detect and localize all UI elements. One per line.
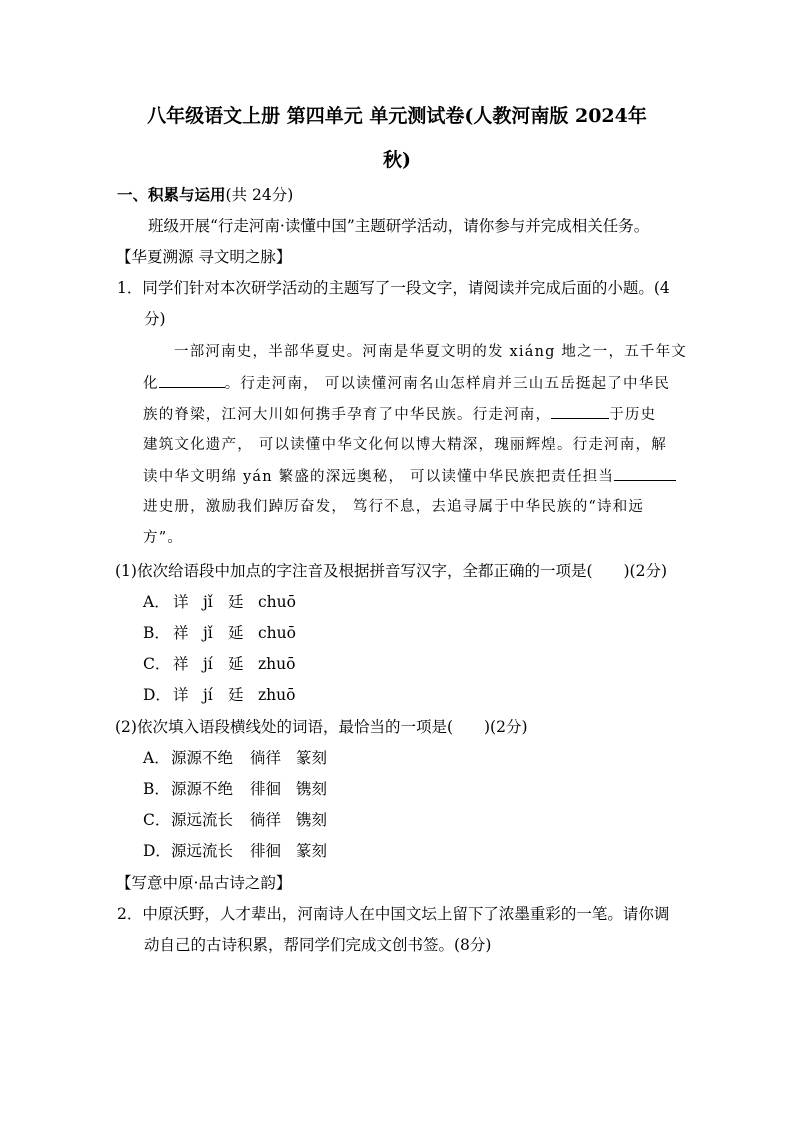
sub2-option-d[interactable]: D．源远流长 徘徊 篆刻: [143, 842, 328, 860]
passage-line-7: 方”。: [143, 530, 184, 546]
fill-blank-3: [614, 466, 676, 481]
sub1-option-b[interactable]: B． 祥 jǐ 延 chuō: [143, 624, 296, 642]
passage-line-5-text: 读中华文明绵 yán 繁盛的深远奥秘， 可以读懂中华民族把责任担当: [143, 469, 615, 485]
question-1-line-1: 1．同学们针对本次研学活动的主题写了一段文字，请阅读并完成后面的小题。(4: [117, 279, 670, 297]
passage-line-4: 建筑文化遗产， 可以读懂中华文化何以博大精深，瑰丽辉煌。行走河南，解: [143, 437, 667, 453]
passage-line-5: [143, 466, 676, 487]
subheading-2: 【写意中原·品古诗之韵】: [116, 874, 292, 892]
subheading-1: 【华夏溯源 寻文明之脉】: [116, 248, 292, 266]
title-line-2: 秋): [383, 149, 411, 171]
sub1-option-a[interactable]: A． 详 jǐ 廷 chuō: [143, 593, 296, 611]
sub2-option-c[interactable]: C．源远流长 徜徉 镌刻: [143, 811, 328, 829]
section-heading-text: 一、积累与运用: [117, 185, 226, 204]
fill-blank-1: [159, 373, 225, 388]
title-line-1: 八年级语文上册 第四单元 单元测试卷(人教河南版 2024年: [147, 105, 647, 127]
question-2-line-2: 动自己的古诗积累，帮同学们完成文创书签。(8分): [144, 936, 492, 954]
question-1-line-2: 分): [144, 310, 166, 328]
passage-line-3-end: 于历史: [609, 407, 657, 423]
sub2-option-a[interactable]: A．源源不绝 徜徉 篆刻: [143, 749, 328, 767]
passage-line-3: [143, 404, 656, 425]
section-score: (共 24分): [225, 186, 294, 204]
page-title: [110, 94, 684, 182]
fill-blank-2: [551, 404, 609, 419]
sub2-option-b[interactable]: B．源源不绝 徘徊 镌刻: [143, 780, 328, 798]
passage-line-3-start: 族的脊梁，江河大川如何携手孕育了中华民族。行走河南，: [143, 407, 552, 423]
passage-line-2-end: 。行走河南， 可以读懂河南名山怎样肩并三山五岳挺起了中华民: [224, 376, 671, 392]
passage-line-2-start: 化: [143, 376, 159, 392]
passage-line-6: 进史册，激励我们踔厉奋发， 笃行不息，去追寻属于中华民族的“诗和远: [143, 499, 645, 515]
question-2-line-1: 2．中原沃野，人才辈出，河南诗人在中国文坛上留下了浓墨重彩的一笔。请你调: [117, 905, 670, 923]
passage-line-1: 一部河南史，半部华夏史。河南是华夏文明的发 xiáng 地之一，五千年文: [174, 344, 687, 360]
subquestion-1-stem: (1)依次给语段中加点的字注音及根据拼音写汉字，全都正确的一项是( )(2分): [115, 562, 668, 580]
sub1-option-c[interactable]: C． 祥 jí 延 zhuō: [143, 655, 296, 673]
sub1-option-d[interactable]: D． 详 jí 廷 zhuō: [143, 686, 296, 704]
section-heading: [117, 185, 293, 205]
passage-line-2: [143, 373, 670, 394]
subquestion-2-stem: (2)依次填入语段横线处的词语，最恰当的一项是( )(2分): [115, 718, 528, 736]
section-intro: 班级开展“行走河南·读懂中国”主题研学活动，请你参与并完成相关任务。: [148, 217, 650, 235]
